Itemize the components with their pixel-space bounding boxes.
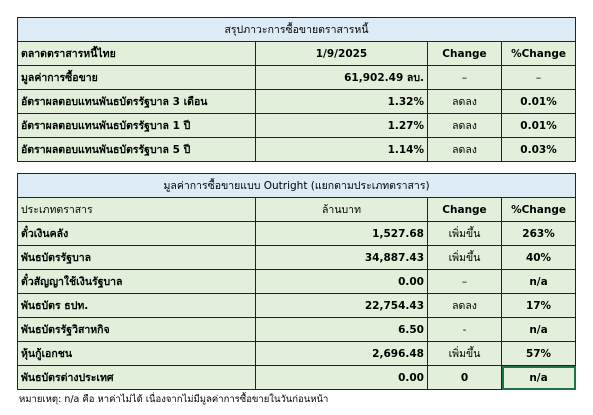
table-row [18,222,576,246]
table-row [18,138,576,162]
outright-header-row [18,198,576,222]
row-value[interactable]: 6.50 [256,318,428,342]
row-change[interactable]: – [428,66,502,90]
row-pct-change[interactable]: 0.03% [502,138,576,162]
outright-table [17,173,576,390]
table-row [18,318,576,342]
header-million-baht[interactable]: ล้านบาท [256,198,428,222]
table-row [18,90,576,114]
row-change[interactable]: ลดลง [428,90,502,114]
row-value[interactable]: 1,527.68 [256,222,428,246]
header-pct-change[interactable]: %Change [502,42,576,66]
row-value[interactable]: 22,754.43 [256,294,428,318]
row-pct-change[interactable]: n/a [502,318,576,342]
row-value[interactable]: 1.27% [256,114,428,138]
row-label[interactable]: พันธบัตรต่างประเทศ [18,366,256,390]
table-row [18,270,576,294]
row-value[interactable]: 34,887.43 [256,246,428,270]
row-value[interactable]: 1.32% [256,90,428,114]
row-label[interactable]: อัตราผลตอบแทนพันธบัตรรัฐบาล 5 ปี [18,138,256,162]
row-value[interactable]: 61,902.49 ลบ. [256,66,428,90]
summary-title[interactable]: สรุปภาวะการซื้อขายตราสารหนี้ [18,18,576,42]
row-label[interactable]: พันธบัตรรัฐบาล [18,246,256,270]
row-pct-change[interactable]: 263% [502,222,576,246]
row-value[interactable]: 0.00 [256,366,428,390]
selected-cell[interactable]: n/a [502,366,576,390]
row-change[interactable]: เพิ่มขึ้น [428,222,502,246]
row-change[interactable]: ลดลง [428,114,502,138]
row-label[interactable]: มูลค่าการซื้อขาย [18,66,256,90]
header-change[interactable]: Change [428,42,502,66]
row-pct-change[interactable]: n/a [502,270,576,294]
row-change[interactable]: – [428,270,502,294]
row-change[interactable]: - [428,318,502,342]
row-pct-change[interactable]: 17% [502,294,576,318]
row-label[interactable]: หุ้นกู้เอกชน [18,342,256,366]
row-value[interactable]: 0.00 [256,270,428,294]
row-label[interactable]: ตั๋วสัญญาใช้เงินรัฐบาล [18,270,256,294]
footnote: หมายเหตุ: n/a คือ หาค่าไม่ได้ เนื่องจากไม่มีมูลค่าการซื้อขายในวันก่อนหน้า [19,394,329,405]
row-label[interactable]: ตั๋วเงินคลัง [18,222,256,246]
row-label[interactable]: พันธบัตร ธปท. [18,294,256,318]
table-row [18,66,576,90]
table-row [18,342,576,366]
row-pct-change[interactable]: – [502,66,576,90]
header-date[interactable]: 1/9/2025 [256,42,428,66]
row-value[interactable]: 1.14% [256,138,428,162]
row-pct-change[interactable]: 40% [502,246,576,270]
row-label[interactable]: อัตราผลตอบแทนพันธบัตรรัฐบาล 1 ปี [18,114,256,138]
outright-title[interactable]: มูลค่าการซื้อขายแบบ Outright (แยกตามประเภทตราสาร) [18,174,576,198]
header-pct-change[interactable]: %Change [502,198,576,222]
row-change[interactable]: เพิ่มขึ้น [428,246,502,270]
row-pct-change[interactable]: 57% [502,342,576,366]
row-pct-change[interactable]: 0.01% [502,90,576,114]
table-row [18,246,576,270]
row-change[interactable]: ลดลง [428,294,502,318]
table-row [18,294,576,318]
row-change[interactable]: เพิ่มขึ้น [428,342,502,366]
header-change[interactable]: Change [428,198,502,222]
header-market[interactable]: ตลาดตราสารหนี้ไทย [18,42,256,66]
summary-header-row [18,42,576,66]
table-row [18,114,576,138]
row-pct-change[interactable]: 0.01% [502,114,576,138]
row-change[interactable]: 0 [428,366,502,390]
header-instrument-type[interactable]: ประเภทตราสาร [18,198,256,222]
row-change[interactable]: ลดลง [428,138,502,162]
table-row [18,366,576,390]
row-value[interactable]: 2,696.48 [256,342,428,366]
market-summary-table [17,17,576,162]
row-label[interactable]: อัตราผลตอบแทนพันธบัตรรัฐบาล 3 เดือน [18,90,256,114]
row-label[interactable]: พันธบัตรรัฐวิสาหกิจ [18,318,256,342]
